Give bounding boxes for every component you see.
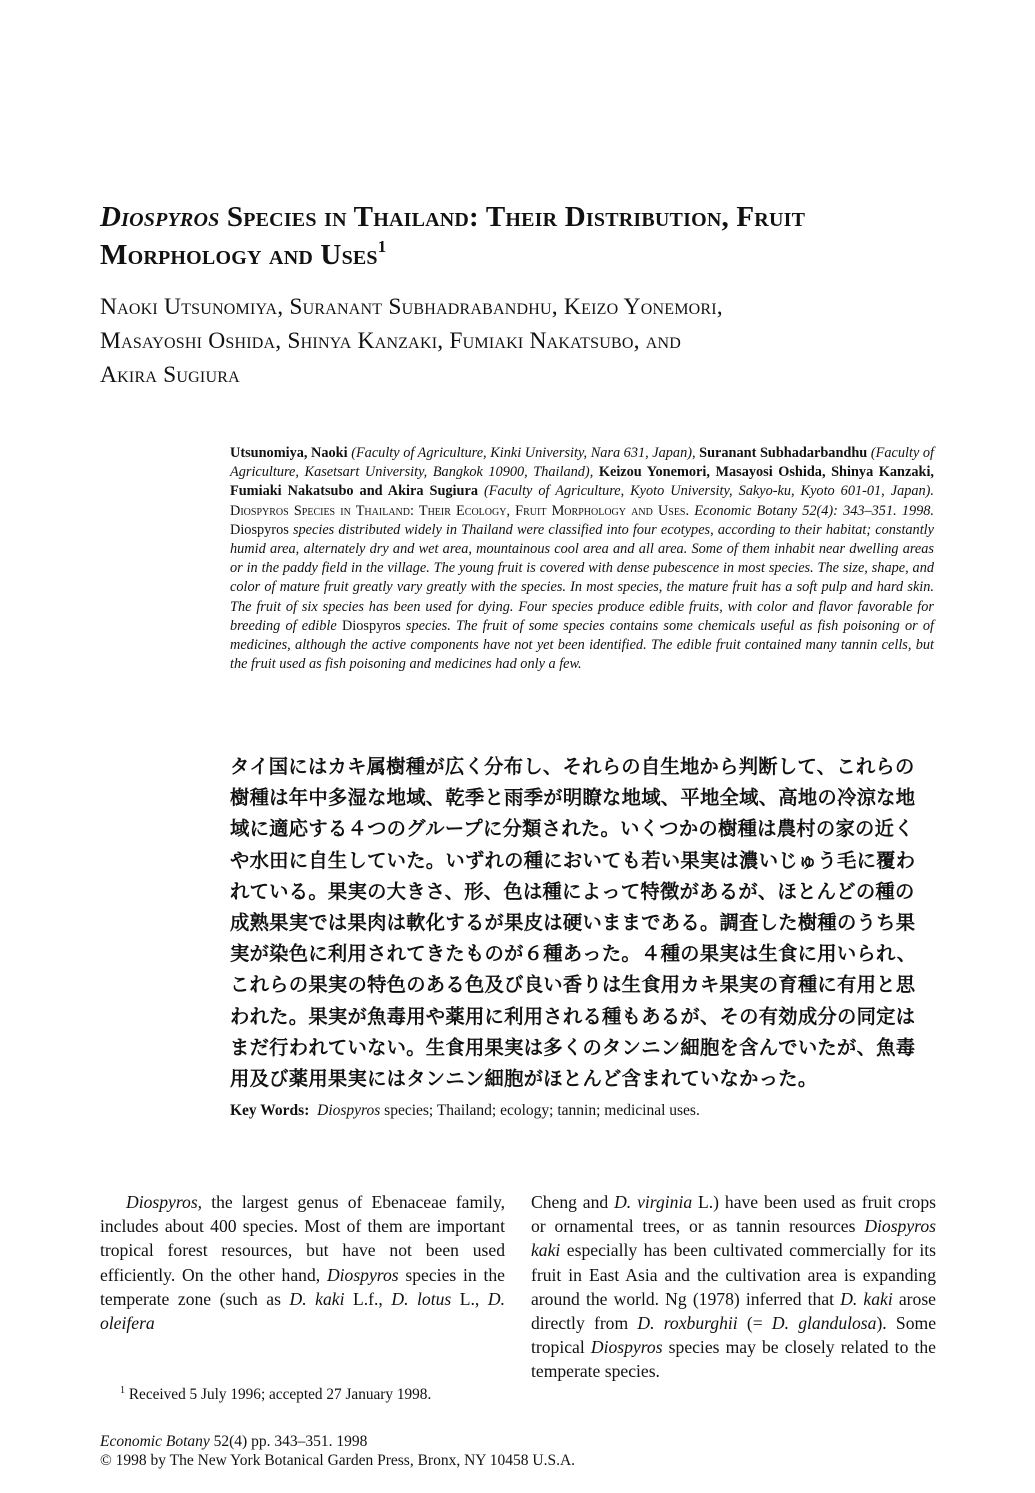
abstract-author-2: Suranant Subhadarbandhu	[699, 445, 868, 461]
keywords-text: species; Thailand; ecology; tannin; medicinal uses.	[380, 1102, 700, 1119]
body-text: the largest genus of Ebenaceae family, includes about 400 species. Most of them are important tropical forest resources, but have not been used efficiently. On the other hand,	[100, 1192, 505, 1285]
body-italic-term: Diospyros	[326, 1264, 399, 1285]
body-column-left	[100, 1190, 505, 1335]
author-line: Akira Sugiura	[100, 362, 240, 388]
jp-abstract-line: まだ行われていない。生食用果実は多くのタンニン細胞を含んでいたが、魚毒	[230, 1035, 916, 1059]
keywords-label: Key Words:	[230, 1102, 310, 1119]
abstract-ref-title: Diospyros Species in Thailand: Their Ecology, Fruit Morphology and Uses.	[230, 502, 690, 519]
body-italic-term: D. lotus	[391, 1288, 452, 1309]
jp-abstract-line: これらの果実の特色のある色及び良い香りは生食用カキ果実の育種に有用と思	[230, 973, 916, 997]
body-column-right	[531, 1190, 936, 1384]
body-italic-term: D. roxburghii	[637, 1313, 738, 1334]
article-title	[100, 198, 960, 274]
journal-issue: 52(4) pp. 343–351. 1998	[209, 1433, 368, 1450]
abstract-affiliation-3: (Faculty of Agriculture, Kyoto University, Sakyo-ku, Kyoto 601-01, Japan).	[483, 483, 934, 500]
body-text: (=	[737, 1313, 772, 1334]
body-italic-term: Diospyros kaki	[531, 1216, 936, 1261]
keywords	[230, 1101, 934, 1121]
abstract-authors-3: Keizou Yonemori, Masayosi Oshida, Shinya Kanzaki, Fumiaki Nakatsubo and Akira Sugiura	[230, 464, 935, 500]
body-italic-term: D. kaki	[840, 1288, 893, 1309]
footnote-mark: 1	[120, 1385, 125, 1396]
body-italic-term: D. kaki	[289, 1288, 345, 1309]
japanese-abstract	[230, 751, 942, 1094]
abstract-genus: Diospyros	[230, 521, 289, 538]
author-list	[100, 290, 960, 392]
journal-citation	[100, 1432, 800, 1451]
jp-abstract-line: タイ国にはカキ属樹種が広く分布し、それらの自生地から判断して、これらの	[230, 755, 915, 778]
footnote-text: Received 5 July 1996; accepted 27 January 1998.	[125, 1386, 432, 1403]
journal-footer	[100, 1432, 800, 1470]
abstract-genus: Diospyros	[341, 617, 401, 634]
body-text: L.,	[451, 1288, 488, 1309]
abstract-affiliation-1: (Faculty of Agriculture, Kinki University, Nara 631, Japan),	[351, 445, 696, 461]
body-italic-term: D. oleifera	[100, 1288, 505, 1334]
jp-abstract-line: 域に適応する４つのグループに分類された。いくつかの樹種は農村の家の近く	[230, 817, 914, 841]
title-genus: Diospyros	[100, 201, 220, 233]
abstract-text: species. The fruit of some species contains some chemicals useful as fish poisoning or of medicines, although the active components have not yet been identified. The edible fruit contained many tannin cells, but the fruit used as fish poisoning and medicines had only a few.	[230, 617, 935, 673]
body-italic-term: D. glandulosa	[771, 1313, 877, 1334]
body-text: especially has been cultivated commercially for its fruit in East Asia and the cultivation area is expanding around the world. Ng (1978) inferred that	[531, 1240, 936, 1309]
author-line: Naoki Utsunomiya, Suranant Subhadrabandhu, Keizo Yonemori,	[100, 294, 723, 320]
body-text: L.) have been used as fruit crops or ornamental trees, or as tannin resources	[531, 1192, 936, 1237]
footnote	[120, 1385, 510, 1405]
abstract-ref-source: Economic Botany 52(4): 343–351. 1998.	[694, 502, 934, 519]
jp-abstract-line: 樹種は年中多湿な地域、乾季と雨季が明瞭な地域、平地全域、高地の冷涼な地	[230, 786, 916, 810]
body-text: species in the temperate zone (such as	[100, 1264, 505, 1309]
journal-name: Economic Botany	[100, 1433, 210, 1450]
body-text: Cheng and	[531, 1192, 615, 1212]
abstract-text: species distributed widely in Thailand were classified into four ecotypes, according to their habitat; constantly humid area, alternately dry and wet area, mountainous cool area and all area. Some of them inhabit near dwelling areas or in the paddy field in the village. The young fruit is covered with dense pubescence in most species. The size, shape, and color of mature fruit greatly vary greatly with the species. In most species, the mature fruit has a soft pulp and hard skin. The fruit of six species has been used for dying. Four species produce edible fruits, with color and flavor favorable for breeding of edible	[230, 521, 934, 634]
title-footnote-mark: 1	[377, 237, 387, 256]
copyright-notice: © 1998 by The New York Botanical Garden Press, Bronx, NY 10458 U.S.A.	[100, 1452, 576, 1469]
body-text: ). Some tropical	[531, 1313, 937, 1358]
jp-abstract-line: や水田に自生していた。いずれの種においても若い果実は濃いじゅう毛に覆わ	[230, 848, 916, 872]
body-italic-term: D. virginia	[614, 1192, 693, 1212]
body-text: arose directly from	[531, 1288, 936, 1334]
jp-abstract-line: れている。果実の大きさ、形、色は種によって特徴があるが、ほとんどの種の	[230, 879, 915, 903]
body-italic-term: Diospyros,	[126, 1192, 203, 1212]
abstract	[230, 444, 934, 674]
body-text: L.f.,	[344, 1288, 392, 1309]
author-line: Masayoshi Oshida, Shinya Kanzaki, Fumiaki Nakatsubo, and	[100, 328, 681, 354]
body-text: species may be closely related to the temperate species.	[531, 1337, 936, 1382]
keywords-genus: Diospyros	[317, 1102, 381, 1119]
jp-abstract-line: 実が染色に利用されてきたものが６種あった。４種の果実は生食に用いられ、	[230, 942, 917, 966]
body-italic-term: Diospyros	[590, 1337, 663, 1358]
abstract-author-1: Utsunomiya, Naoki	[230, 445, 348, 461]
abstract-affiliation-2: (Faculty of Agriculture, Kasetsart University, Bangkok 10900, Thailand),	[230, 445, 934, 481]
jp-abstract-line: 成熟果実では果肉は軟化するが果皮は硬いままである。調査した樹種のうち果	[230, 911, 916, 935]
jp-abstract-line: 用及び薬用果実にはタンニン細胞がほとんど含まれていなかった。	[230, 1067, 818, 1091]
title-text: Species in Thailand: Their Distribution, Fruit Morphology and Uses	[100, 201, 806, 271]
jp-abstract-line: われた。果実が魚毒用や薬用に利用される種もあるが、その有効成分の同定は	[230, 1004, 916, 1028]
